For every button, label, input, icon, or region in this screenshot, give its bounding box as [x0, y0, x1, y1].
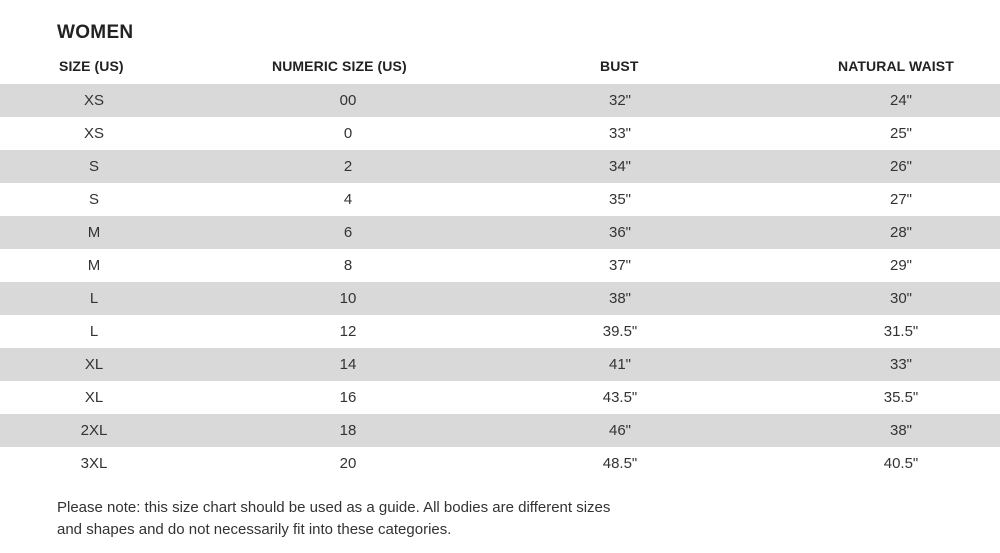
cell-bust: 34" [608, 158, 631, 175]
cell-size-us: S [88, 158, 99, 175]
cell-size-us: 2XL [80, 422, 108, 439]
cell-bust: 43.5" [602, 389, 638, 406]
cell-natural-waist: 24" [889, 92, 912, 109]
cell-bust: 41" [608, 356, 631, 373]
table-row [0, 183, 1000, 216]
size-chart-note [57, 497, 977, 541]
cell-size-us: XL [84, 356, 104, 373]
table-header [0, 56, 1000, 82]
cell-natural-waist: 29" [889, 257, 912, 274]
cell-numeric-size: 12 [339, 323, 357, 340]
cell-bust: 46" [608, 422, 631, 439]
cell-numeric-size: 4 [343, 191, 353, 208]
cell-size-us: S [88, 191, 99, 208]
cell-bust: 36" [608, 224, 631, 241]
cell-bust: 33" [608, 125, 631, 142]
table-row [0, 348, 1000, 381]
cell-size-us: M [87, 224, 101, 241]
cell-size-us: L [89, 290, 99, 307]
size-chart-table [0, 84, 1000, 480]
cell-numeric-size: 0 [343, 125, 353, 142]
cell-numeric-size: 10 [339, 290, 357, 307]
table-row [0, 282, 1000, 315]
table-row [0, 117, 1000, 150]
cell-natural-waist: 38" [889, 422, 912, 439]
cell-size-us: XS [83, 92, 104, 109]
table-row [0, 249, 1000, 282]
cell-natural-waist: 35.5" [883, 389, 919, 406]
cell-numeric-size: 2 [343, 158, 353, 175]
cell-bust: 38" [608, 290, 631, 307]
cell-natural-waist: 30" [889, 290, 912, 307]
cell-natural-waist: 26" [889, 158, 912, 175]
cell-bust: 37" [608, 257, 631, 274]
cell-bust: 39.5" [602, 323, 638, 340]
page-title: WOMEN [57, 22, 134, 43]
cell-bust: 35" [608, 191, 631, 208]
cell-natural-waist: 31.5" [883, 323, 919, 340]
cell-size-us: XL [84, 389, 104, 406]
cell-numeric-size: 18 [339, 422, 357, 439]
cell-natural-waist: 25" [889, 125, 912, 142]
cell-size-us: XS [83, 125, 104, 142]
cell-numeric-size: 8 [343, 257, 353, 274]
cell-size-us: L [89, 323, 99, 340]
table-row [0, 414, 1000, 447]
header-natural-waist: NATURAL WAIST [838, 58, 954, 74]
cell-bust: 32" [608, 92, 631, 109]
table-row [0, 447, 1000, 480]
cell-size-us: 3XL [80, 455, 108, 472]
table-row [0, 216, 1000, 249]
header-bust: BUST [600, 58, 639, 74]
cell-natural-waist: 27" [889, 191, 912, 208]
header-numeric-size-us: NUMERIC SIZE (US) [272, 58, 407, 74]
cell-natural-waist: 33" [889, 356, 912, 373]
cell-numeric-size: 16 [339, 389, 357, 406]
cell-numeric-size: 14 [339, 356, 357, 373]
note-line: Please note: this size chart should be used as a guide. All bodies are different sizes [57, 499, 611, 516]
table-row [0, 381, 1000, 414]
table-row [0, 315, 1000, 348]
header-size-us: SIZE (US) [59, 58, 124, 74]
cell-natural-waist: 28" [889, 224, 912, 241]
cell-numeric-size: 00 [339, 92, 357, 109]
cell-numeric-size: 20 [339, 455, 357, 472]
cell-numeric-size: 6 [343, 224, 353, 241]
cell-natural-waist: 40.5" [883, 455, 919, 472]
cell-bust: 48.5" [602, 455, 638, 472]
table-row [0, 84, 1000, 117]
cell-size-us: M [87, 257, 101, 274]
table-row [0, 150, 1000, 183]
note-line: and shapes and do not necessarily fit into these categories. [57, 521, 452, 538]
